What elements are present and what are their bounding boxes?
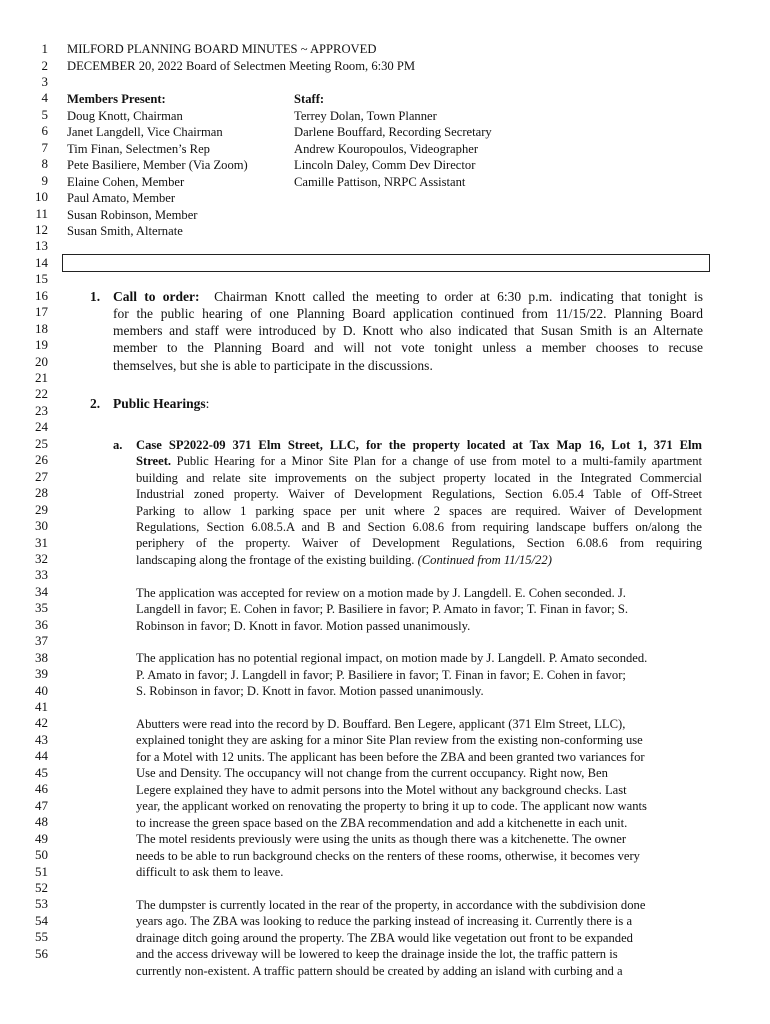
- line-number: 28: [35, 485, 48, 501]
- line-number: 11: [35, 205, 48, 221]
- line-number: 45: [35, 764, 48, 780]
- case-line: Parking to allow 1 parking space per unit where 2 spaces are required. Waiver of Development: [136, 504, 702, 518]
- paragraph-line: years ago. The ZBA was looking to reduce the parking instead of increasing it. Currently there is a: [136, 914, 633, 928]
- line-number: 22: [35, 386, 48, 402]
- case-line: Street. Public Hearing for a Minor Site Plan for a change of use from motel to a multi-family apartment: [136, 454, 702, 468]
- case-title: Case SP2022-09 371 Elm Street, LLC, for the property located at Tax Map 16, Lot 1, 371 Elm: [136, 438, 702, 452]
- paragraph-line: The motel residents previously were using the units as though there was a kitchenette. The owner: [136, 832, 627, 846]
- line-number: 4: [41, 90, 48, 106]
- staff-name: Terrey Dolan, Town Planner: [294, 109, 437, 123]
- line-number: 39: [35, 666, 48, 682]
- line-number: 3: [41, 73, 48, 89]
- line-number: 15: [35, 271, 48, 287]
- line-number: 24: [35, 419, 48, 435]
- line-number: 17: [35, 304, 48, 320]
- item-number: 2.: [90, 396, 101, 411]
- member-name: Elaine Cohen, Member: [67, 175, 185, 189]
- paragraph-line: The application has no potential regional impact, on motion made by J. Langdell. P. Amato seconded.: [136, 651, 648, 665]
- call-to-order-line: [113, 289, 703, 306]
- line-number: 36: [35, 616, 48, 632]
- line-number: 47: [35, 797, 48, 813]
- paragraph-line: to increase the green space based on the ZBA recommendation and add a kitchenette in each unit.: [136, 816, 628, 830]
- meeting-date-location: DECEMBER 20, 2022 Board of Selectmen Meeting Room, 6:30 PM: [67, 59, 416, 73]
- member-name: Doug Knott, Chairman: [67, 109, 183, 123]
- paragraph-line: drainage ditch going around the property. The ZBA would like vegetation out front to be expanded: [136, 931, 633, 945]
- member-name: Pete Basiliere, Member (Via Zoom): [67, 158, 248, 172]
- line-number: 38: [35, 649, 48, 665]
- paragraph-line: currently non-existent. A traffic pattern should be created by adding an island with curbing and a: [136, 964, 623, 978]
- call-to-order-text: Chairman Knott called the meeting to order at 6:30 p.m. indicating that tonight is: [214, 289, 703, 304]
- call-to-order-line: themselves, but she is able to participate in the discussions.: [113, 358, 433, 373]
- line-number: 29: [35, 501, 48, 517]
- line-number: 19: [35, 337, 48, 353]
- line-number: 12: [35, 221, 48, 237]
- paragraph-line: Legere explained they have to admit persons into the Motel without any background checks. Last: [136, 783, 627, 797]
- line-number: 50: [35, 847, 48, 862]
- line-number: 26: [35, 452, 48, 468]
- line-number: 48: [35, 814, 48, 830]
- line-number: 5: [41, 106, 48, 122]
- line-number: 14: [35, 254, 48, 270]
- line-number: 25: [35, 435, 48, 451]
- line-number: 46: [35, 781, 48, 797]
- paragraph-line: P. Amato in favor; J. Langdell in favor; P. Basiliere in favor; T. Finan in favor; E. Cohen in favor;: [136, 668, 626, 682]
- line-number: 56: [35, 945, 48, 961]
- case-line: Industrial zoned property. Waiver of Development Regulations, Section 6.05.4 Table of Off-Street: [136, 487, 702, 501]
- line-number: 16: [35, 287, 48, 303]
- line-number: 35: [35, 600, 48, 616]
- staff-heading: Staff:: [294, 92, 325, 106]
- document-title: MILFORD PLANNING BOARD MINUTES ~ APPROVED: [67, 42, 377, 56]
- line-number: 33: [35, 567, 48, 583]
- line-number: 9: [41, 172, 48, 188]
- line-number: 49: [35, 830, 48, 846]
- line-number: 40: [35, 682, 48, 698]
- line-number: 8: [41, 156, 48, 172]
- paragraph-line: Use and Density. The occupancy will not change from the current occupancy. Right now, Ben: [136, 766, 608, 780]
- paragraph-line: needs to be able to run background checks on the renters of these rooms, otherwise, it becomes very: [136, 849, 640, 863]
- line-number: 2: [41, 57, 48, 73]
- members-heading: Members Present:: [67, 92, 166, 106]
- line-number: 53: [35, 896, 48, 912]
- paragraph-line: Robinson in favor; D. Knott in favor. Motion passed unanimously.: [136, 619, 471, 633]
- paragraph-line: explained tonight they are asking for a minor Site Plan review from the existing non-conforming use: [136, 733, 643, 747]
- call-to-order-line: members and staff were introduced by D. Knott who also indicated that Susan Smith is an Alternate: [113, 323, 703, 338]
- line-number: 30: [35, 518, 48, 533]
- staff-name: Lincoln Daley, Comm Dev Director: [294, 158, 476, 172]
- line-number: 43: [35, 731, 48, 747]
- line-number: 13: [35, 238, 48, 254]
- call-to-order-line: member to the Planning Board and will not vote tonight unless a member chooses to recuse: [113, 340, 703, 355]
- case-line: landscaping along the frontage of the existing building. (Continued from 11/15/22): [136, 553, 552, 567]
- call-to-order-title: Call to order:: [113, 289, 200, 304]
- paragraph-line: for a Motel with 12 units. The applicant has been before the ZBA and been granted two variances for: [136, 750, 645, 764]
- separator-box: [62, 254, 710, 272]
- member-name: Paul Amato, Member: [67, 191, 176, 205]
- line-number: 10: [35, 189, 48, 204]
- paragraph-line: and the access driveway will be lowered to keep the drainage inside the lot, the traffic pattern is: [136, 947, 618, 961]
- paragraph-line: difficult to ask them to leave.: [136, 865, 284, 879]
- line-number: 21: [35, 370, 48, 385]
- line-number: 27: [35, 468, 48, 484]
- line-number: 32: [35, 551, 48, 566]
- case-line: Regulations, Section 6.08.5.A and B and Section 6.08.6 from requiring landscape buffers on/along the: [136, 520, 702, 534]
- line-number: 37: [35, 633, 48, 649]
- member-name: Tim Finan, Selectmen’s Rep: [67, 142, 210, 156]
- line-number: 1: [41, 41, 48, 56]
- line-number: 44: [35, 748, 48, 764]
- case-line: building and relate site improvements on the subject property located in the Integrated Commercial: [136, 471, 702, 485]
- call-to-order-line: for the public hearing of one Planning Board application continued from 11/15/22. Planning Board: [113, 306, 703, 321]
- paragraph-line: The dumpster is currently located in the rear of the property, in accordance with the subdivision done: [136, 898, 646, 912]
- line-number: 42: [35, 715, 48, 731]
- public-hearings-heading: Public Hearings:: [113, 396, 210, 411]
- line-number: 54: [35, 912, 48, 928]
- line-number: 7: [41, 139, 48, 155]
- paragraph-line: Langdell in favor; E. Cohen in favor; P. Basiliere in favor; P. Amato in favor; T. Finan in favor; S.: [136, 602, 629, 616]
- staff-name: Darlene Bouffard, Recording Secretary: [294, 125, 492, 139]
- line-number: 34: [35, 583, 48, 599]
- member-name: Susan Smith, Alternate: [67, 224, 183, 238]
- line-number: 55: [35, 929, 48, 945]
- paragraph-line: The application was accepted for review on a motion made by J. Langdell. E. Cohen seconded. J.: [136, 586, 626, 600]
- continued-note: (Continued from 11/15/22): [417, 553, 552, 567]
- staff-name: Andrew Kouropoulos, Videographer: [294, 142, 479, 156]
- member-name: Susan Robinson, Member: [67, 208, 198, 222]
- case-letter: a.: [113, 438, 123, 452]
- case-line: periphery of the property. Waiver of Development Regulations, Section 6.08.6 from requiring: [136, 536, 702, 550]
- paragraph-line: S. Robinson in favor; D. Knott in favor. Motion passed unanimously.: [136, 684, 484, 698]
- line-number: 20: [35, 353, 48, 369]
- line-number: 52: [35, 879, 48, 895]
- line-number: 51: [35, 863, 48, 879]
- paragraph-line: Abutters were read into the record by D. Bouffard. Ben Legere, applicant (371 Elm Street, LLC),: [136, 717, 626, 731]
- line-number: 31: [35, 534, 48, 550]
- item-number: 1.: [90, 289, 101, 304]
- staff-name: Camille Pattison, NRPC Assistant: [294, 175, 466, 189]
- line-number: 18: [35, 320, 48, 336]
- paragraph-line: year, the applicant worked on renovating the property to bring it up to code. The applicant now wants: [136, 799, 647, 813]
- member-name: Janet Langdell, Vice Chairman: [67, 125, 223, 139]
- line-number: 23: [35, 402, 48, 418]
- line-number: 41: [35, 699, 48, 714]
- line-number: 6: [41, 123, 48, 139]
